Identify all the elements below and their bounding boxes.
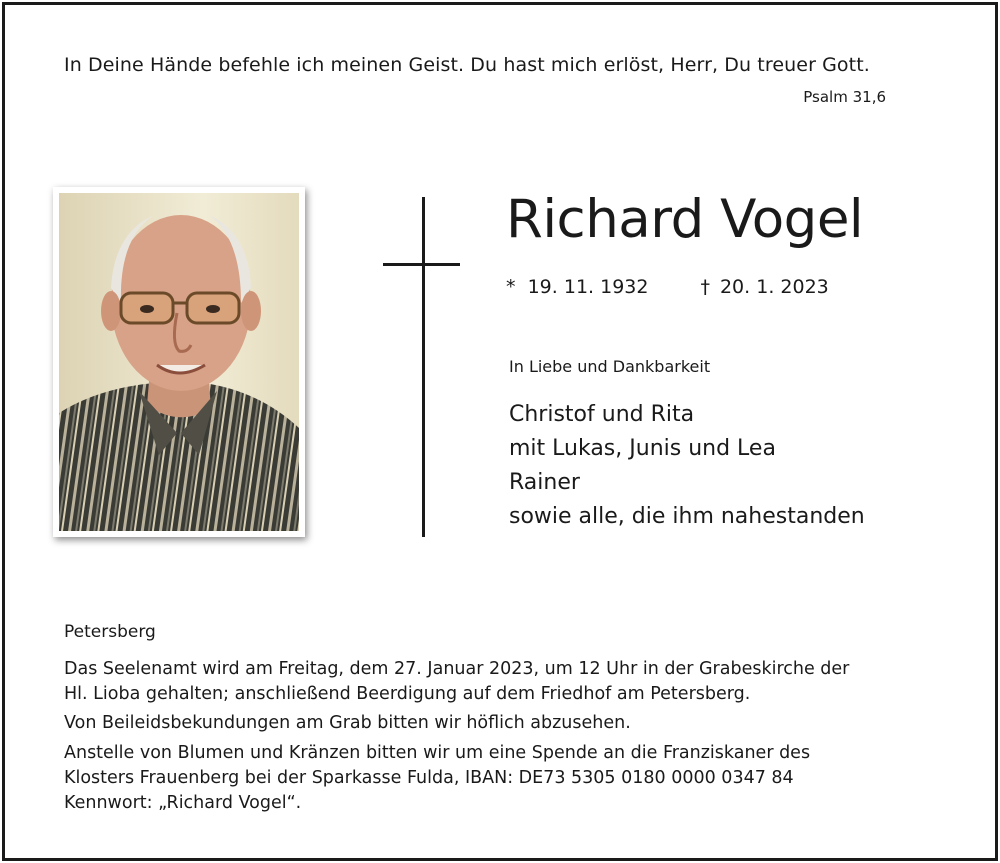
donation-paragraph — [64, 741, 944, 816]
death-symbol: † — [700, 276, 710, 298]
mourner-line: sowie alle, die ihm nahestanden — [509, 504, 865, 529]
verse-reference: Psalm 31,6 — [803, 88, 886, 106]
birth-symbol: * — [506, 276, 516, 298]
death-date: 20. 1. 2023 — [719, 276, 829, 298]
bible-verse: In Deine Hände befehle ich meinen Geist. Du hast mich erlöst, Herr, Du treuer Gott. — [64, 54, 870, 76]
portrait-photo — [59, 193, 299, 531]
condolence-paragraph: Von Beileidsbekundungen am Grab bitten wir höflich abzusehen. — [64, 713, 631, 733]
cross-horizontal-bar — [383, 263, 460, 266]
life-dates — [506, 276, 829, 298]
birth-date: 19. 11. 1932 — [527, 276, 649, 298]
portrait-frame — [53, 187, 305, 537]
portrait-illustration — [59, 193, 299, 531]
mourner-line: mit Lukas, Junis und Lea — [509, 436, 776, 461]
mourner-line: Christof und Rita — [509, 402, 695, 427]
mourners-list — [509, 398, 865, 534]
donation-line: Kennwort: „Richard Vogel“. — [64, 793, 302, 813]
cross-vertical-bar — [422, 197, 425, 537]
donation-line: Anstelle von Blumen und Kränzen bitten wir um eine Spende an die Franziskaner des — [64, 743, 811, 763]
deceased-name: Richard Vogel — [506, 189, 864, 250]
funeral-line: Das Seelenamt wird am Freitag, dem 27. Januar 2023, um 12 Uhr in der Grabeskirche der — [64, 659, 850, 679]
place-name: Petersberg — [64, 622, 156, 642]
donation-line: Klosters Frauenberg bei der Sparkasse Fulda, IBAN: DE73 5305 0180 0000 0347 84 — [64, 768, 794, 788]
mourning-intro: In Liebe und Dankbarkeit — [509, 357, 711, 376]
mourner-line: Rainer — [509, 470, 580, 495]
funeral-line: Hl. Lioba gehalten; anschließend Beerdigung auf dem Friedhof am Petersberg. — [64, 684, 751, 704]
funeral-paragraph — [64, 657, 964, 707]
